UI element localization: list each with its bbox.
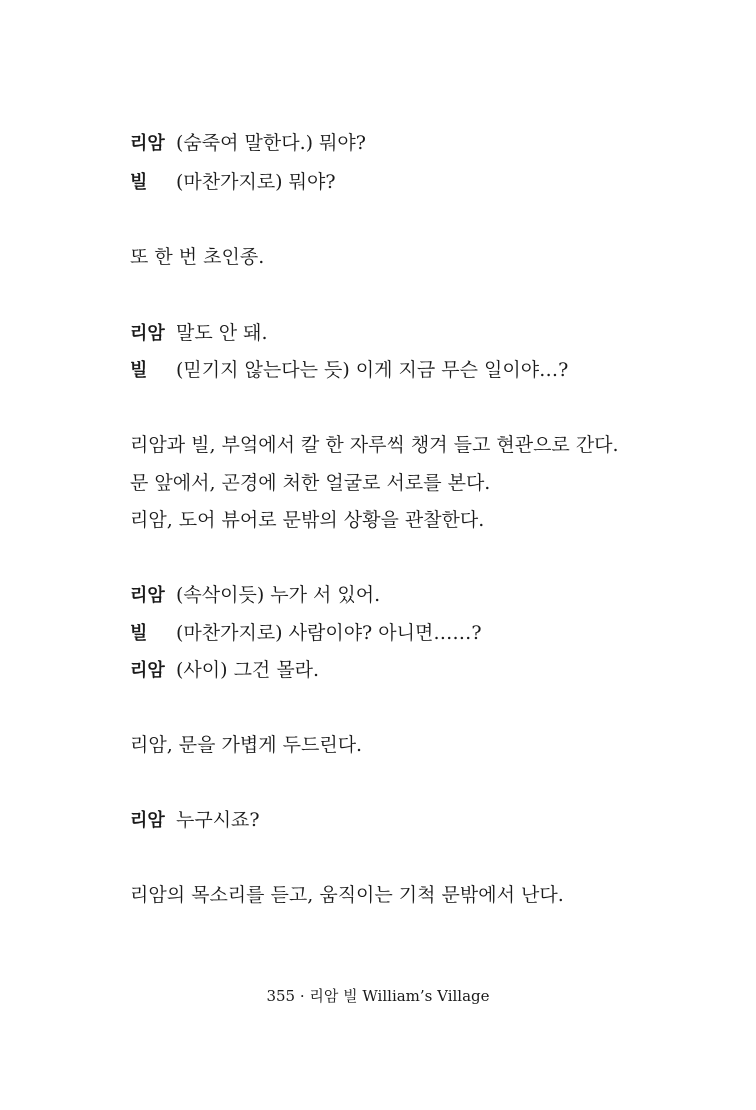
dialogue-text: 누구시죠? <box>176 809 260 831</box>
speaker-name: 리암 <box>130 810 165 831</box>
speaker-name: 빌 <box>130 623 148 644</box>
dialogue-text: (마찬가지로) 뭐야? <box>176 171 336 193</box>
speaker-name: 리암 <box>130 133 165 154</box>
dialogue-text: (숨죽여 말한다.) 뭐야? <box>176 132 366 154</box>
dialogue-text: (속삭이듯) 누가 서 있어. <box>176 584 381 606</box>
stage-direction-text: 리암, 도어 뷰어로 문밖의 상황을 관찰한다. <box>130 509 485 531</box>
stage-direction-text: 또 한 번 초인종. <box>130 246 265 268</box>
stage-direction <box>130 733 362 757</box>
speaker-name: 리암 <box>130 585 165 606</box>
stage-direction-text: 문 앞에서, 곤경에 처한 얼굴로 서로를 본다. <box>130 472 491 494</box>
stage-direction <box>130 245 264 269</box>
dialogue-text: (믿기지 않는다는 듯) 이게 지금 무슨 일이야…? <box>176 359 569 381</box>
stage-direction-text: 리암과 빌, 부엌에서 칼 한 자루씩 챙겨 들고 현관으로 간다. <box>130 434 619 456</box>
dialogue-line <box>130 321 268 346</box>
dialogue-text: 말도 안 돼. <box>176 322 268 344</box>
dialogue-line <box>130 131 366 156</box>
page-footer: 355 · 리암 빌 William’s Village <box>266 987 490 1005</box>
dialogue-line <box>130 170 336 195</box>
dialogue-line <box>130 808 260 833</box>
dialogue-text: (마찬가지로) 사람이야? 아니면……? <box>176 622 482 644</box>
stage-direction <box>130 433 619 457</box>
stage-direction-text: 리암, 문을 가볍게 두드린다. <box>130 734 363 756</box>
dialogue-line <box>130 621 482 646</box>
stage-direction-text: 리암의 목소리를 듣고, 움직이는 기척 문밖에서 난다. <box>130 884 564 906</box>
speaker-name: 리암 <box>130 660 165 681</box>
dialogue-line <box>130 658 319 683</box>
stage-direction <box>130 471 490 495</box>
dialogue-line <box>130 358 568 383</box>
dialogue-text: (사이) 그건 몰라. <box>176 659 320 681</box>
dialogue-line <box>130 583 380 608</box>
speaker-name: 빌 <box>130 360 148 381</box>
speaker-name: 빌 <box>130 172 148 193</box>
stage-direction <box>130 508 484 532</box>
stage-direction <box>130 883 564 907</box>
speaker-name: 리암 <box>130 323 165 344</box>
